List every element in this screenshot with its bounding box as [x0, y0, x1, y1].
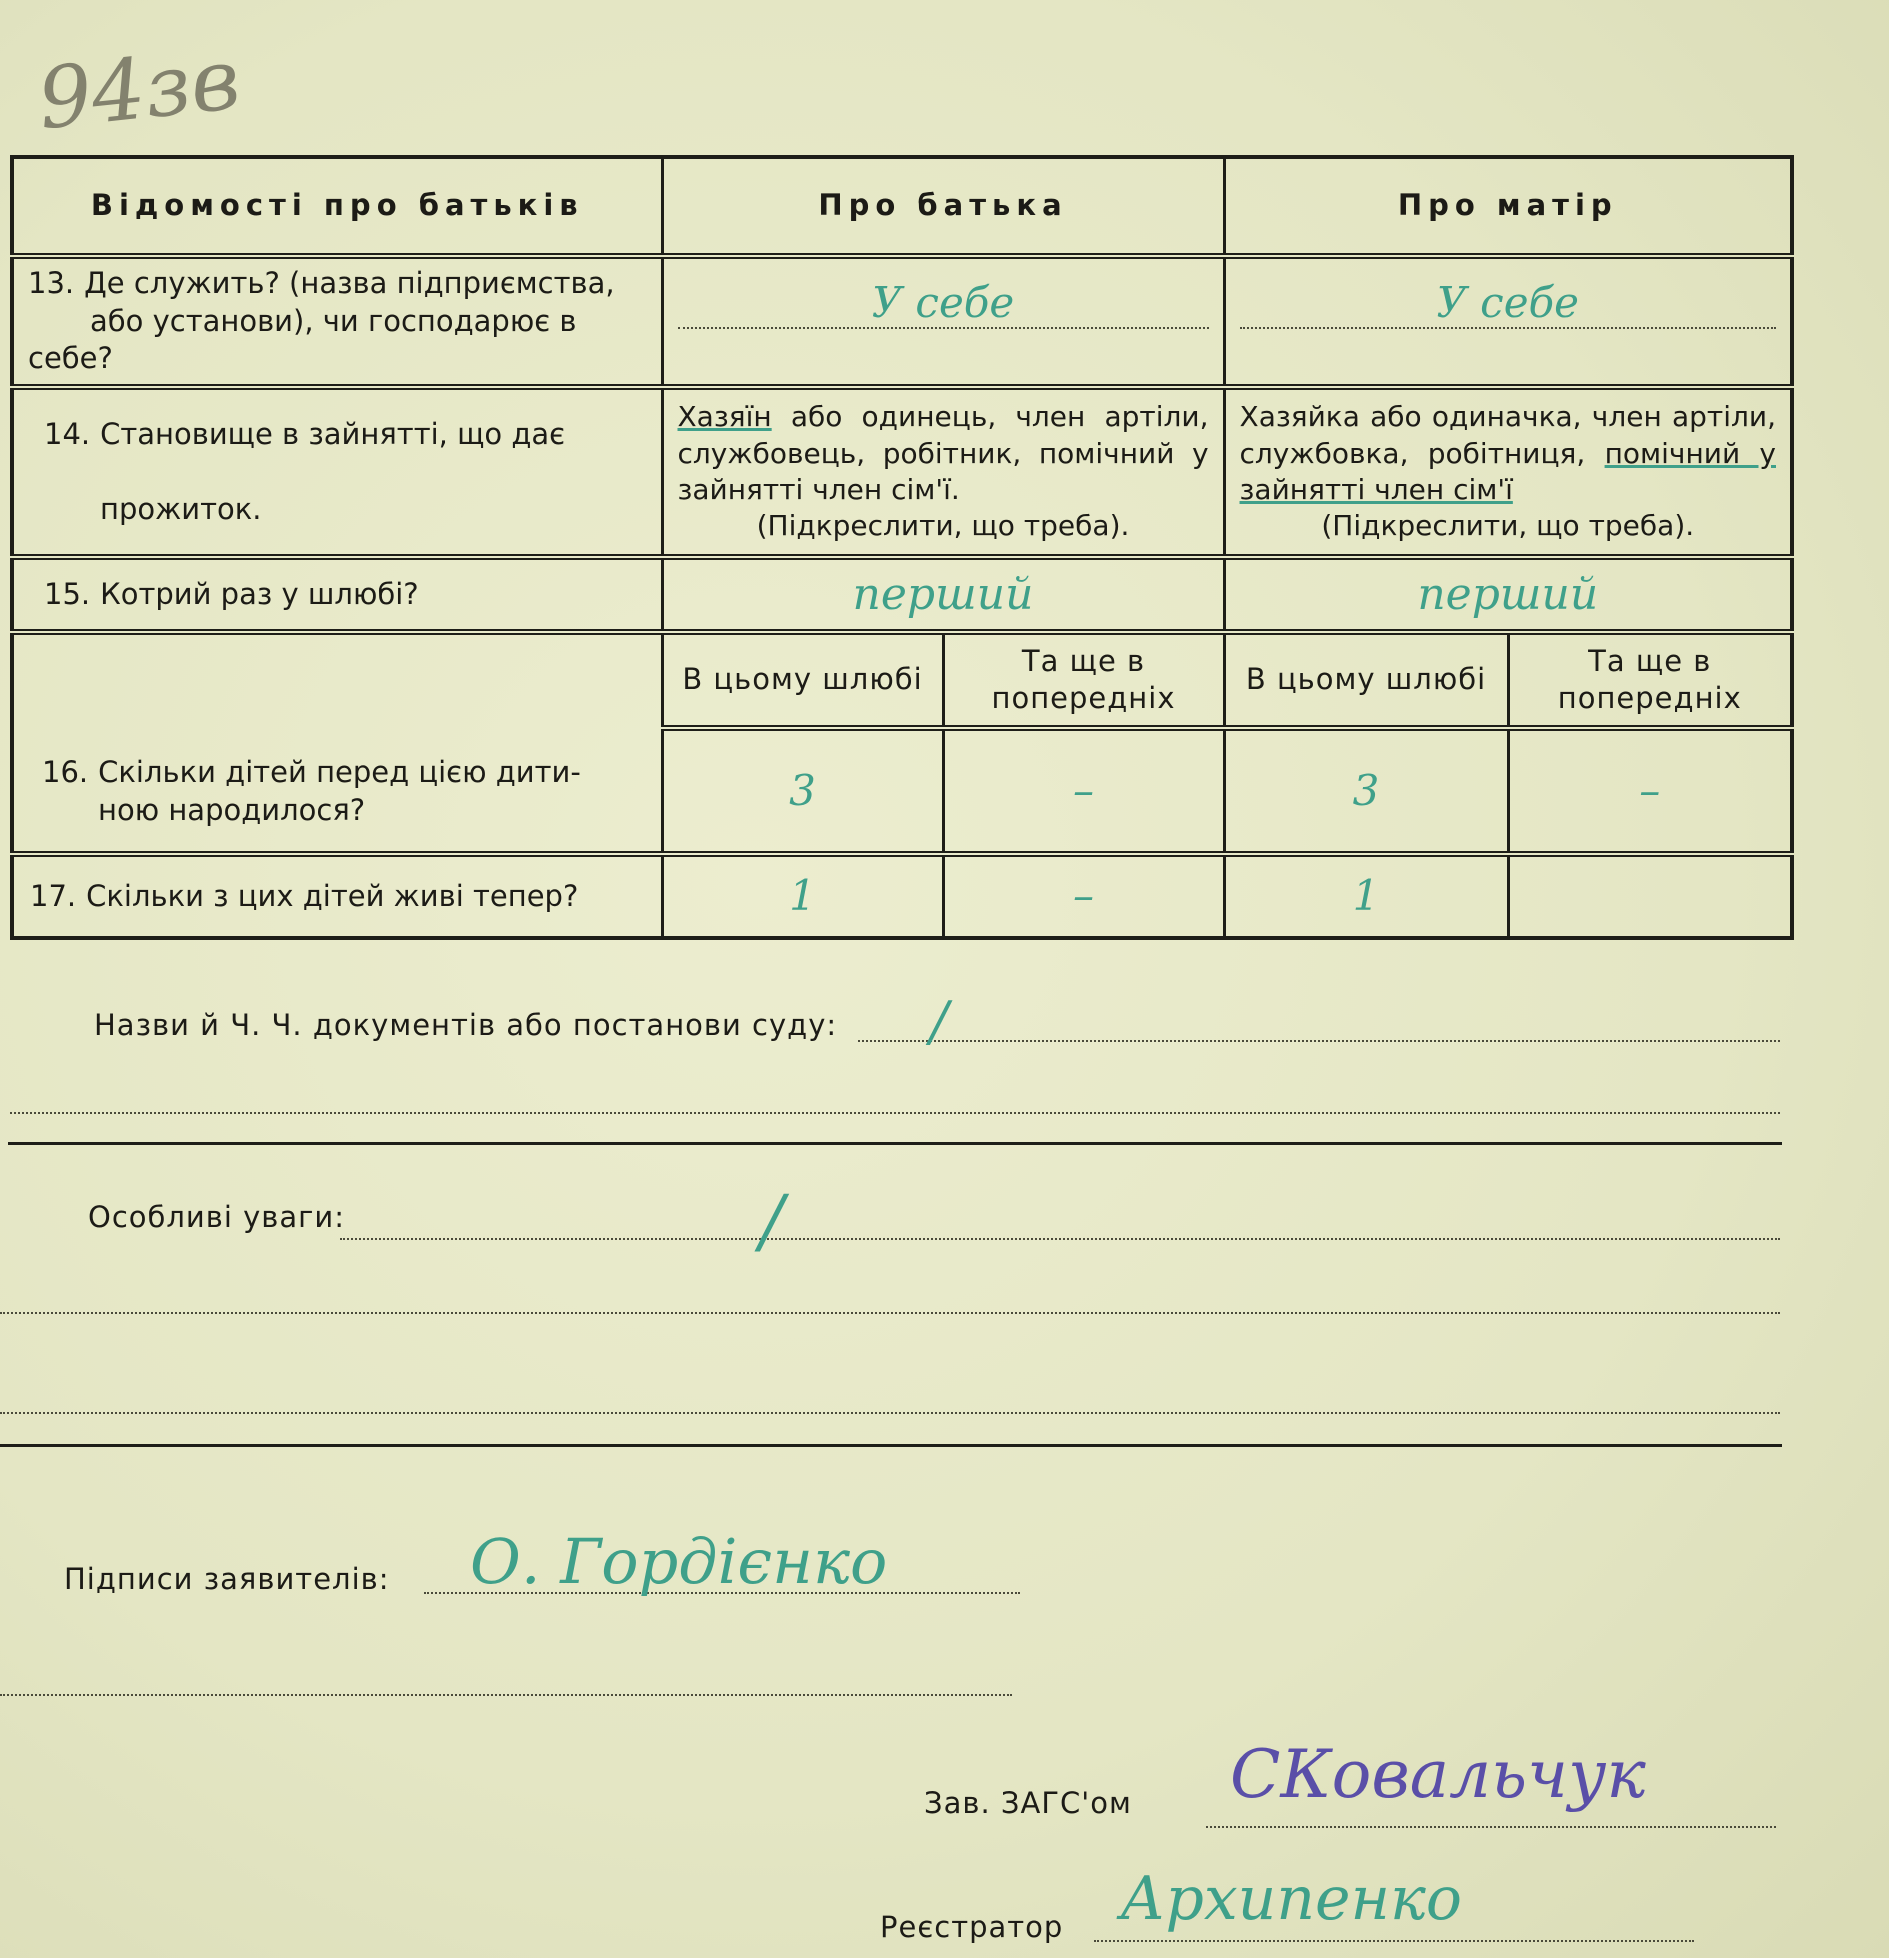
answer-17-mother-this — [1224, 854, 1508, 938]
header-father: Про батька — [662, 157, 1224, 256]
question-14-line1: Становище в зайнятті, що дає — [100, 416, 566, 451]
answer-14-mother-note: (Підкреслити, що треба). — [1321, 509, 1695, 543]
table-header-row — [12, 157, 1792, 256]
answer-17-father-prev — [943, 854, 1224, 938]
answer-14-mother-underlined: помічний у зайнятті член сім'ї — [1239, 436, 1776, 507]
answer-14-father-underlined: Хазяїн — [677, 400, 772, 434]
question-17-number: 17. — [30, 878, 77, 913]
answer-16-mother-prev — [1508, 728, 1792, 854]
answer-14-father — [662, 387, 1224, 557]
header-mother: Про матір — [1224, 157, 1792, 256]
table-row-13 — [12, 256, 1792, 387]
subheader-mother-this-marriage: В цьому шлюбі — [1224, 632, 1508, 728]
notes-dotted-line-2 — [0, 1312, 1780, 1314]
header-parents-info: Відомості про батьків — [12, 157, 662, 256]
question-16 — [12, 632, 662, 854]
answer-17-mother-this-value: 1 — [1352, 871, 1380, 921]
applicant-signature: О. Гордієнко — [470, 1525, 888, 1598]
documents-dotted-line — [858, 1040, 1780, 1042]
question-14-number: 14. — [44, 416, 91, 451]
question-15-label: Котрий раз у шлюбі? — [100, 576, 419, 611]
documents-dotted-line-2 — [10, 1112, 1780, 1114]
answer-16-mother-this-value: 3 — [1352, 765, 1380, 815]
answer-16-father-prev-value: – — [1073, 765, 1094, 815]
answer-16-mother-this — [1224, 728, 1508, 854]
notes-dotted-line-3 — [0, 1412, 1780, 1414]
head-dotted-line — [1206, 1826, 1776, 1828]
question-13-line1: Де служить? (назва підприємства, — [84, 266, 615, 300]
head-label: Зав. ЗАГС'ом — [924, 1786, 1132, 1820]
question-17-label: Скільки з цих дітей живі тепер? — [86, 878, 579, 913]
answer-13-father-handwriting: У себе — [871, 278, 1015, 328]
question-13-line2: або установи), чи господарює в себе? — [28, 303, 577, 376]
question-15-number: 15. — [44, 576, 91, 611]
answer-15-father-handwriting: перший — [852, 569, 1034, 621]
answer-17-father-this-value: 1 — [789, 871, 816, 921]
table-subheader-row — [12, 632, 1792, 728]
documents-handwriting: / — [930, 990, 949, 1053]
archive-mark: 94зв — [33, 29, 245, 149]
answer-16-father-prev — [943, 728, 1224, 854]
table-row-17 — [12, 854, 1792, 938]
answer-17-father-this — [662, 854, 943, 938]
answer-13-father-dotted-line — [678, 327, 1209, 329]
answer-13-mother — [1224, 256, 1792, 387]
question-13 — [12, 256, 662, 387]
subheader-mother-previous: Та ще в попередніх — [1508, 632, 1792, 728]
question-15 — [12, 557, 662, 632]
notes-handwriting: / — [760, 1180, 784, 1262]
answer-16-father-this — [662, 728, 943, 854]
answer-15-mother-handwriting: перший — [1417, 569, 1599, 621]
answer-13-mother-handwriting: У себе — [1436, 278, 1580, 328]
question-14-line2: прожиток. — [100, 491, 262, 526]
parents-info-table — [10, 155, 1794, 940]
subheader-father-previous: Та ще в попередніх — [943, 632, 1224, 728]
answer-17-mother-prev — [1508, 854, 1792, 938]
question-16-number: 16. — [42, 754, 89, 789]
answer-13-father — [662, 256, 1224, 387]
answer-15-mother — [1224, 557, 1792, 632]
notes-dotted-line — [340, 1238, 1780, 1240]
subheader-father-this-marriage: В цьому шлюбі — [662, 632, 943, 728]
notes-label: Особливі уваги: — [88, 1200, 346, 1234]
signatures-label: Підписи заявителів: — [64, 1562, 390, 1596]
section-divider-2 — [0, 1444, 1782, 1447]
answer-16-father-this-value: 3 — [789, 765, 816, 815]
question-16-line1: Скільки дітей перед цією дити- — [98, 754, 581, 789]
answer-15-father — [662, 557, 1224, 632]
question-13-number: 13. — [28, 266, 75, 300]
question-17 — [12, 854, 662, 938]
question-14 — [12, 387, 662, 557]
signatures-dotted-line-2 — [0, 1694, 1012, 1696]
answer-17-father-prev-value: – — [1073, 871, 1094, 921]
head-signature: СКовальчук — [1230, 1736, 1646, 1813]
answer-14-mother — [1224, 387, 1792, 557]
registrar-signature: Архипенко — [1120, 1864, 1462, 1934]
answer-16-mother-prev-value: – — [1639, 765, 1661, 815]
registrar-dotted-line — [1094, 1940, 1694, 1942]
documents-label: Назви й Ч. Ч. документів або постанови суду: — [94, 1008, 838, 1042]
section-divider-1 — [8, 1142, 1782, 1145]
answer-14-mother-options: Хазяйка або одиначка, член артіли, службовка, робітниця, — [1239, 400, 1777, 470]
answer-14-father-options: або одинець, член артіли, службовець, робітник, помічний у зайнятті член сім'ї. — [677, 400, 1209, 507]
answer-13-mother-dotted-line — [1240, 327, 1777, 329]
table-row-14 — [12, 387, 1792, 557]
answer-14-father-note: (Підкреслити, що треба). — [756, 509, 1130, 543]
question-16-line2: ною народилося? — [98, 792, 366, 827]
registrar-label: Реєстратор — [880, 1910, 1064, 1944]
table-row-15 — [12, 557, 1792, 632]
